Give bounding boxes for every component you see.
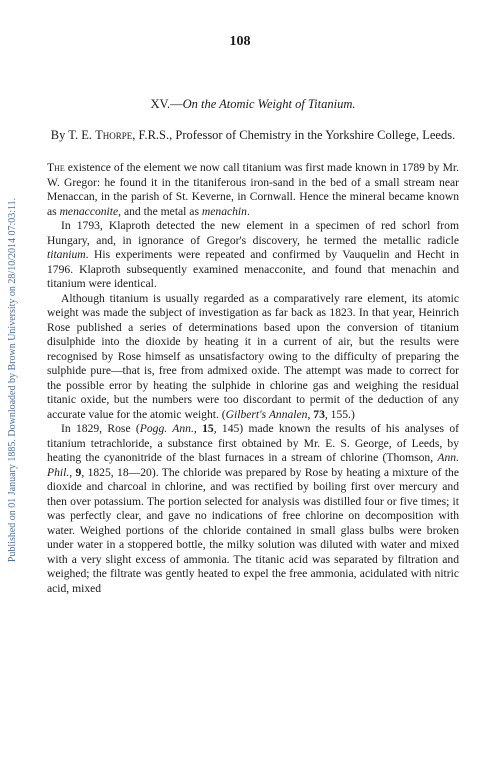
paragraph-1-text: , and the metal as (118, 204, 202, 218)
article (47, 97, 459, 596)
paragraph-4-text: , 145) made known the results of his analyses of titanium tetrachloride, a substance first obtained by Mr. E. S. George, of Leeds, by heating the cyanonitride of the blast furnaces in a stream of chlorine (Thomson, (47, 422, 460, 464)
paragraph-4 (47, 422, 459, 596)
paragraph-1-italic: menacconite (59, 204, 119, 218)
citation-journal: Pogg. Ann. (139, 422, 194, 435)
paragraph-2 (47, 219, 459, 292)
paragraph-1-text: . (246, 204, 250, 218)
download-watermark (6, 80, 20, 680)
paragraph-3-text: , 155.) (324, 407, 355, 421)
paragraph-1 (47, 161, 459, 219)
paragraph-4-text: , (193, 422, 203, 435)
paragraph-3 (47, 292, 459, 423)
paragraph-3-text: Although titanium is usually regarded as a comparatively rare element, its atomic weight was made the subject of investigation as far back as 1823. In that year, Heinrich Rose published a series of determinations based upon the conversion of titanium disulphide into the dioxide by heating it in a current of air, but the results were recognised by Rose himself as unsatisfactory owing to the difficulty of preparing the sulphide pure—that is, free from admixed oxide. The attempt was made to correct for the possible error by heating the sulphide in chlorine gas and weighing the residual titanic oxide, but the numbers were too discordant to permit of the deduction of any accurate value for the atomic weight. ( (47, 291, 459, 421)
paragraph-2-text: . His experiments were repeated and confirmed by Vauquelin and Hecht in 1796. Klaproth subsequently examined menacconite, and found that menachin and titanium were identical. (47, 248, 459, 290)
paragraph-1-italic: menachin (201, 204, 247, 218)
paragraph-3-text: , (307, 407, 314, 421)
paragraph-2-text: In 1793, Klaproth detected the new element in a specimen of red schorl from Hungary, and, in ignorance of Gregor's discovery, he termed the metallic radicle (47, 219, 459, 247)
citation-journal: Gilbert's Annalen (225, 407, 308, 421)
citation-volume: 15 (202, 422, 214, 435)
article-title (47, 97, 459, 112)
citation-journal: Ann. Phil. (47, 451, 459, 479)
article-title-text: On the Atomic Weight of Titanium. (182, 97, 356, 111)
byline-by: By T. E. (50, 128, 96, 142)
citation-volume: 73 (313, 407, 325, 421)
download-watermark-text: Published on 01 January 1885. Downloaded by Brown University on 28/10/2014 07:03:11. (7, 197, 18, 563)
article-number: XV.— (150, 97, 183, 111)
citation-volume: 9 (75, 465, 82, 479)
paragraph-2-italic: titanium (47, 248, 86, 261)
page-number: 108 (229, 34, 251, 49)
byline (47, 128, 459, 143)
paragraph-4-text: , 1825, 18—20). The chloride was prepared by Rose by heating a mixture of the dioxide and charcoal in chlorine, and was rectified by boiling first over mercury and then over potassium. The portion selected for analysis was distilled four or five times; it was perfectly clear, and gave no indications of free chlorine on decomposition with water. Weighed portions of the chloride contained in small glass bulbs were broken under water in a stoppered bottle, the milky solution was diluted with water and mixed with a very slight excess of ammonia. The titanic acid was separated by filtration and weighed; the filtrate was gently heated to expel the free ammonia, acidulated with nitric acid, mixed (47, 465, 460, 595)
paragraph-1-text: existence of the element we now call titanium was first made known in 1789 by Mr. W. Gregor: he found it in the titaniferous iron-sand in the bed of a small stream near Menaccan, in the parish of St. Keverne, in Cornwall. Hence the mineral became known as (47, 161, 459, 218)
paragraph-4-text: , (69, 465, 76, 479)
author-affiliation: , F.R.S., Professor of Chemistry in the Yorkshire College, Leeds. (132, 128, 456, 142)
paragraph-4-text: In 1829, Rose ( (61, 422, 140, 435)
paragraph-1-lead: The (47, 161, 65, 174)
author-name: Thorpe (95, 128, 133, 142)
